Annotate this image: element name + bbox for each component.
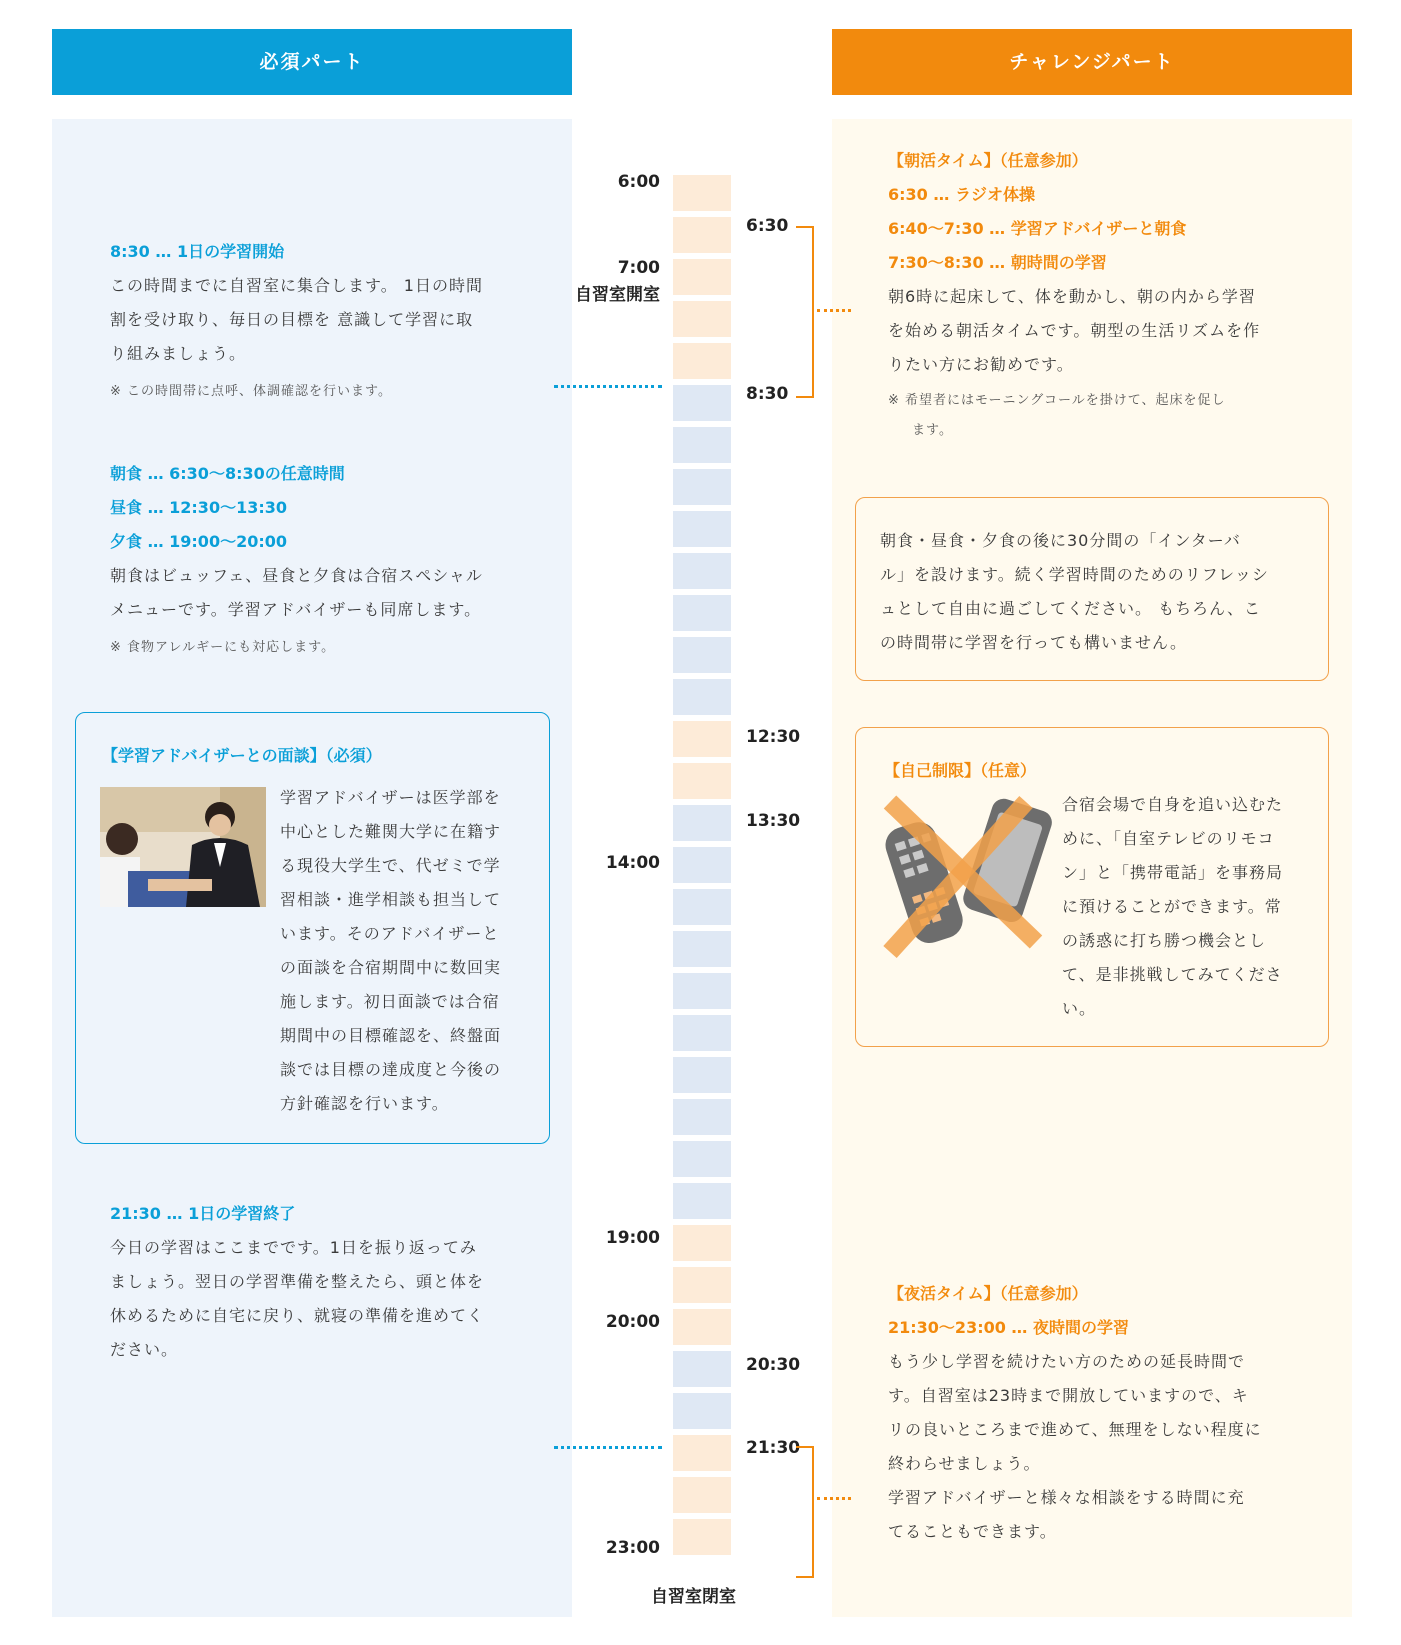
timeline-slot (673, 217, 731, 253)
text-line: ュとして自由に過ごしてください。 もちろん、こ (880, 599, 1262, 618)
text-line: 学習アドバイザーと様々な相談をする時間に充 (888, 1488, 1245, 1507)
timeline-slot (673, 637, 731, 673)
morning-dotted-connector (817, 309, 851, 312)
timeline-slot (673, 175, 731, 211)
lunch-time: 昼食 … 12:30〜13:30 (110, 498, 288, 517)
time-label-600: 6:00 (617, 172, 660, 192)
text-line: 方針確認を行います。 (280, 1094, 449, 1113)
room-open-label: 自習室開室 (575, 285, 660, 305)
timeline-slot (673, 805, 731, 841)
time-label-2130: 21:30 (746, 1438, 801, 1458)
text-line: います。そのアドバイザーと (280, 924, 500, 943)
self-restriction-text (1062, 788, 1312, 1026)
text-line: 割を受け取り、毎日の目標を 意識して学習に取 (110, 310, 474, 329)
night-text (888, 1345, 1328, 1549)
timeline-slot (673, 1099, 731, 1135)
morning-text (888, 280, 1328, 382)
text-line: リの良いところまで進めて、無理をしない程度に (888, 1420, 1262, 1439)
time-label-2000: 20:00 (605, 1312, 660, 1332)
time-label-2030: 20:30 (746, 1355, 801, 1375)
time-label-2300: 23:00 (605, 1538, 660, 1558)
text-line: 朝食・昼食・夕食の後に30分間の「インターバ (880, 531, 1241, 550)
text-line: もう少し学習を続けたい方のための延長時間で (888, 1352, 1246, 1371)
text-line: メニューです。学習アドバイザーも同席します。 (110, 600, 482, 619)
text-line: て、是非挑戦してみてくださ (1062, 965, 1283, 984)
photo-illustration (100, 787, 266, 907)
text-line: りたい方にお勧めです。 (888, 355, 1074, 374)
time-label-1330: 13:30 (746, 811, 801, 831)
text-line: の誘惑に打ち勝つ機会とし (1062, 931, 1267, 950)
text-line: ン」と「携帯電話」を事務局 (1062, 863, 1284, 882)
timeline-slot (673, 1477, 731, 1513)
timeline-slot (673, 1225, 731, 1261)
text-line: す。自習室は23時まで開放していますので、キ (888, 1386, 1249, 1405)
timeline-slot (673, 931, 731, 967)
timeline-slot (673, 553, 731, 589)
timeline-slot (673, 1393, 731, 1429)
advisor-interview-photo (100, 787, 266, 907)
time-label-1900: 19:00 (605, 1228, 660, 1248)
required-part-header: 必須パート (52, 29, 572, 95)
room-close-label: 自習室閉室 (651, 1587, 736, 1607)
time-label-700: 7:00 (617, 258, 660, 278)
text-line: り組みましょう。 (110, 344, 247, 363)
text-line: めに、「自室テレビのリモコ (1062, 829, 1275, 848)
note-line: ます。 (912, 423, 953, 438)
study-start-note: ※ この時間帯に点呼、体調確認を行います。 (110, 384, 392, 399)
study-start-section (110, 235, 550, 407)
meals-text (110, 559, 550, 627)
morning-title: 【朝活タイム】（任意参加） (888, 151, 1088, 170)
night-section (888, 1277, 1328, 1549)
timeline-slot (673, 343, 731, 379)
interview-box (75, 712, 550, 1144)
morning-item-3: 7:30〜8:30 … 朝時間の学習 (888, 253, 1107, 272)
timeline-slot (673, 973, 731, 1009)
study-end-section (110, 1197, 550, 1367)
text-line: 中心とした難関大学に在籍す (280, 822, 502, 841)
timeline-slot (673, 301, 731, 337)
night-dotted-connector (817, 1497, 851, 1500)
timeline-slot (673, 1057, 731, 1093)
note-line: ※ 希望者にはモーニングコールを掛けて、起床を促し (888, 393, 1226, 408)
meals-note: ※ 食物アレルギーにも対応します。 (110, 640, 336, 655)
timeline-slot (673, 1141, 731, 1177)
text-line: 休めるために自宅に戻り、就寝の準備を進めてく (110, 1306, 485, 1325)
text-line: ださい。 (110, 1340, 179, 1359)
interval-box (855, 497, 1329, 681)
morning-item-1: 6:30 … ラジオ体操 (888, 185, 1035, 204)
timeline-slot (673, 847, 731, 883)
timeline-slot (673, 469, 731, 505)
text-line: に預けることができます。常 (1062, 897, 1282, 916)
timeline-slot (673, 1351, 731, 1387)
study-start-title: 8:30 … 1日の学習開始 (110, 242, 285, 261)
end-dotted-connector (554, 1446, 662, 1449)
timeline-slot (673, 1309, 731, 1345)
text-line: 終わらせましょう。 (888, 1454, 1041, 1473)
text-line: の時間帯に学習を行っても構いません。 (880, 633, 1187, 652)
timeline-slot (673, 1183, 731, 1219)
night-title: 【夜活タイム】（任意参加） (888, 1284, 1088, 1303)
text-line: 朝6時に起床して、体を動かし、朝の内から学習 (888, 287, 1256, 306)
timeline-slot (673, 427, 731, 463)
morning-bracket (796, 226, 814, 398)
text-line: この時間までに自習室に集合します。 1日の時間 (110, 276, 483, 295)
timeline-slot (673, 679, 731, 715)
dinner-time: 夕食 … 19:00〜20:00 (110, 532, 288, 551)
time-label-1400: 14:00 (605, 853, 660, 873)
text-line: 朝食はビュッフェ、昼食と夕食は合宿スペシャル (110, 566, 483, 585)
timeline-slot (673, 889, 731, 925)
night-bracket (796, 1446, 814, 1578)
time-label-830: 8:30 (746, 384, 789, 404)
meals-section (110, 457, 550, 663)
morning-note (888, 386, 1328, 446)
timeline-slot (673, 1519, 731, 1555)
night-item-1: 21:30〜23:00 … 夜時間の学習 (888, 1318, 1130, 1337)
text-line: 今日の学習はここまでです。1日を振り返ってみ (110, 1238, 477, 1257)
timeline-slot (673, 259, 731, 295)
interval-text (880, 524, 1310, 660)
study-end-text (110, 1231, 550, 1367)
text-line: 施します。初日面談では合宿 (280, 992, 500, 1011)
timeline-slot (673, 511, 731, 547)
time-label-630: 6:30 (746, 216, 789, 236)
self-restriction-box (855, 727, 1329, 1047)
text-line: てることもできます。 (888, 1522, 1057, 1541)
interview-title: 【学習アドバイザーとの面談】（必須） (102, 746, 382, 765)
text-line: を始める朝活タイムです。朝型の生活リズムを作 (888, 321, 1261, 340)
remote-and-phone-crossed-icon (876, 792, 1052, 962)
text-line: ル」を設けます。続く学習時間のためのリフレッシ (880, 565, 1269, 584)
morning-item-2: 6:40〜7:30 … 学習アドバイザーと朝食 (888, 219, 1187, 238)
text-line: の面談を合宿期間中に数回実 (280, 958, 502, 977)
challenge-part-header: チャレンジパート (832, 29, 1352, 95)
time-label-1230: 12:30 (746, 727, 801, 747)
timeline-slot (673, 595, 731, 631)
text-line: 合宿会場で自身を追い込むた (1062, 795, 1284, 814)
study-start-text (110, 269, 550, 371)
text-line: 期間中の目標確認を、終盤面 (280, 1026, 502, 1045)
timeline-slot (673, 385, 731, 421)
text-line: る現役大学生で、代ゼミで学 (280, 856, 501, 875)
study-end-title: 21:30 … 1日の学習終了 (110, 1204, 296, 1223)
text-line: 習相談・進学相談も担当して (280, 890, 502, 909)
text-line: 学習アドバイザーは医学部を (280, 788, 501, 807)
breakfast-time: 朝食 … 6:30〜8:30の任意時間 (110, 464, 345, 483)
text-line: い。 (1062, 999, 1097, 1018)
interview-text (280, 781, 540, 1121)
start-dotted-connector (554, 385, 662, 388)
text-line: 談では目標の達成度と今後の (280, 1060, 502, 1079)
morning-section (888, 144, 1328, 446)
self-restriction-title: 【自己制限】（任意） (884, 761, 1037, 780)
text-line: ましょう。翌日の学習準備を整えたら、頭と体を (110, 1272, 485, 1291)
timeline-slot (673, 1267, 731, 1303)
timeline-slot (673, 1015, 731, 1051)
timeline-slot (673, 721, 731, 757)
timeline-slot (673, 763, 731, 799)
timeline-slot (673, 1435, 731, 1471)
